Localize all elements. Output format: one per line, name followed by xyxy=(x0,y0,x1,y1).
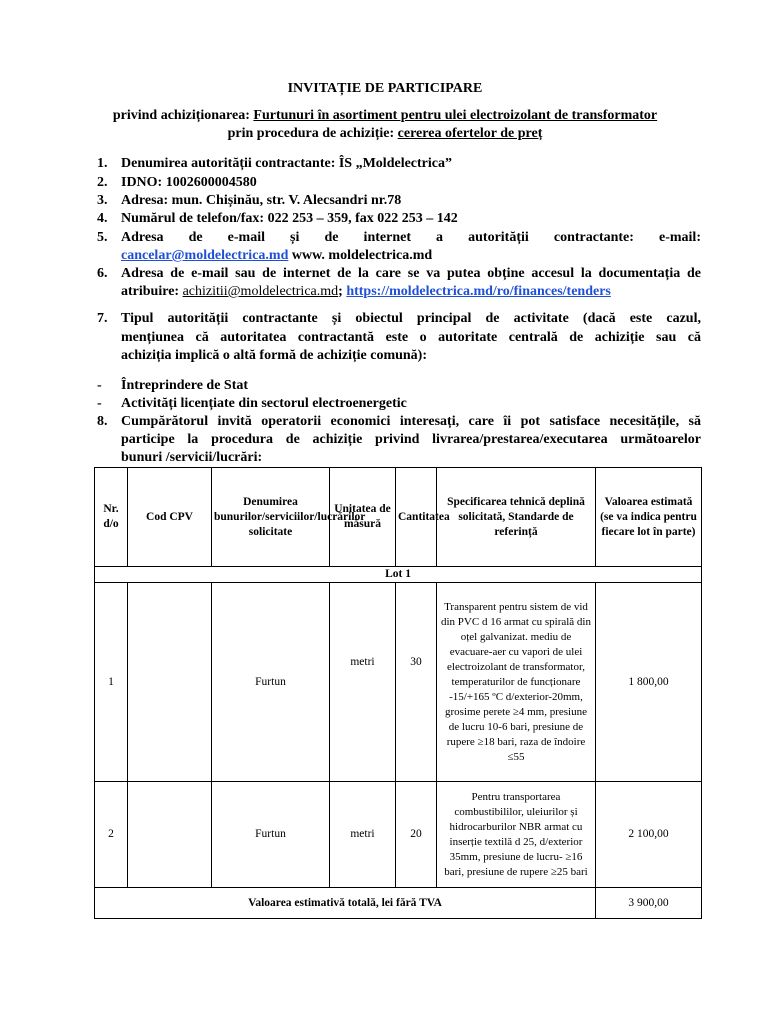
procedure-prefix: prin procedura de achiziție: xyxy=(227,126,398,141)
lot-label: Lot 1 xyxy=(95,567,702,583)
item-email-internet-label: Adresa de e-mail și de internet a autorității contractante: e-mail: xyxy=(121,230,701,245)
item-authority-type-line2: mențiunea că autoritatea contractantă este o autoritate centrală de achiziție sau că xyxy=(121,330,701,345)
item-number-5: 5. xyxy=(97,230,108,245)
item-invitation-line2: participe la procedura de achiziție privind livrarea/prestarea/executarea următoarelor xyxy=(121,432,701,447)
total-value: 3 900,00 xyxy=(596,888,702,919)
header-qty: Cantitatea xyxy=(396,468,437,567)
document-title: INVITAȚIE DE PARTICIPARE xyxy=(287,81,483,96)
subject-line xyxy=(0,108,770,124)
item-documentation-values xyxy=(121,283,701,300)
item-authority-name: Denumirea autorității contractante: ÎS „Moldelectrica” xyxy=(121,156,452,171)
item-number-7: 7. xyxy=(97,311,108,326)
row-value: 1 800,00 xyxy=(596,583,702,782)
row-nr: 1 xyxy=(95,583,128,782)
item-authority-type-line1: Tipul autorității contractante și obiectul principal de activitate (dacă este cazul, xyxy=(121,311,701,326)
row-cpv xyxy=(128,583,212,782)
item-address: Adresa: mun. Chișinău, str. V. Alecsandri nr.78 xyxy=(121,193,402,208)
item-idno: IDNO: 1002600004580 xyxy=(121,175,257,190)
subject-object: Furtunuri în asortiment pentru ulei electroizolant de transformator xyxy=(253,108,658,123)
tenders-url-link[interactable]: https://moldelectrica.md/ro/finances/tenders xyxy=(346,284,611,299)
achizitii-email-link[interactable]: achizitii@moldelectrica.md xyxy=(182,284,339,299)
total-label: Valoarea estimativă totală, lei fără TVA xyxy=(95,888,596,919)
procedure-type: cererea ofertelor de preț xyxy=(397,126,543,141)
item-number-2: 2. xyxy=(97,175,108,190)
row-name: Furtun xyxy=(212,782,330,888)
authority-activity: Activități licențiate din sectorul electroenergetic xyxy=(121,396,407,411)
documentation-separator: ; xyxy=(338,284,347,299)
total-row xyxy=(95,888,702,919)
row-unit: metri xyxy=(330,782,396,888)
dash-marker-1: - xyxy=(97,378,102,393)
item-number-6: 6. xyxy=(97,266,108,281)
dash-marker-2: - xyxy=(97,396,102,411)
procurement-table xyxy=(94,467,702,919)
documentation-prefix: atribuire: xyxy=(121,284,183,299)
item-phone-fax: Numărul de telefon/fax: 022 253 – 359, fax 022 253 – 142 xyxy=(121,211,458,226)
row-qty: 30 xyxy=(396,583,437,782)
authority-type-state-enterprise: Întreprindere de Stat xyxy=(121,378,249,393)
lot-row xyxy=(95,567,702,583)
row-nr: 2 xyxy=(95,782,128,888)
table-row xyxy=(95,583,702,782)
item-number-3: 3. xyxy=(97,193,108,208)
row-spec: Transparent pentru sistem de vid din PVC d 16 armat cu spirală din oțel galvanizat. mediu de evacuare-aer cu vapori de ulei electroizolant de transformator, temperaturilor de funcționare -15/+165 ºC d/exterior-20mm, grosime perete ≥4 mm, presiune de lucru 10-6 bari, presiune de rupere ≥18 bari, raza de îndoire ≤55 xyxy=(437,583,596,782)
row-spec: Pentru transportarea combustibililor, uleiurilor și hidrocarburilor NBR armat cu inserție textilă d 25, d/exterior 35mm, presiune de lucru- ≥16 bari, presiune de rupere ≥25 bari xyxy=(437,782,596,888)
header-nr: Nr. d/o xyxy=(95,468,128,567)
table-header-row xyxy=(95,468,702,567)
item-authority-type-line3: achiziția implică o altă formă de achiziție comună): xyxy=(121,348,427,363)
header-unit: Unitatea de măsură xyxy=(330,468,396,567)
row-value: 2 100,00 xyxy=(596,782,702,888)
item-number-1: 1. xyxy=(97,156,108,171)
cancelar-email-link[interactable]: cancelar@moldelectrica.md xyxy=(121,248,289,263)
item-email-internet-values xyxy=(121,247,701,264)
item-number-8: 8. xyxy=(97,414,108,429)
row-unit: metri xyxy=(330,583,396,782)
table-row xyxy=(95,782,702,888)
subject-prefix: privind achiziționarea: xyxy=(112,108,254,123)
row-name: Furtun xyxy=(212,583,330,782)
header-name: Denumirea bunurilor/serviciilor/lucrărilor solicitate xyxy=(212,468,330,567)
item-documentation-label: Adresa de e-mail sau de internet de la care se va putea obține accesul la documentația de xyxy=(121,266,701,281)
item-number-4: 4. xyxy=(97,211,108,226)
procedure-line xyxy=(0,126,770,142)
header-spec: Specificarea tehnică deplină solicitată, Standarde de referință xyxy=(437,468,596,567)
row-qty: 20 xyxy=(396,782,437,888)
row-cpv xyxy=(128,782,212,888)
item-invitation-line3: bunuri /servicii/lucrări: xyxy=(121,450,263,465)
header-value: Valoarea estimată (se va indica pentru fiecare lot în parte) xyxy=(596,468,702,567)
item-invitation-line1: Cumpărătorul invită operatorii economici interesați, care îi pot satisface necesitățile, să xyxy=(121,414,701,429)
header-cpv: Cod CPV xyxy=(128,468,212,567)
website-text: www. moldelectrica.md xyxy=(288,248,433,263)
